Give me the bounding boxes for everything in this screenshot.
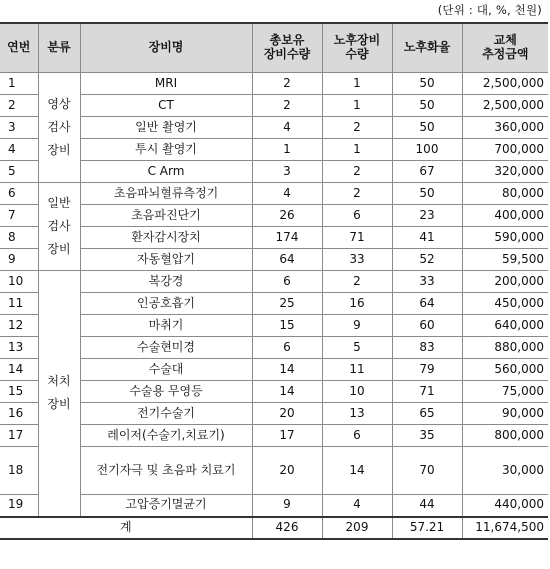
- total-total: 426: [252, 517, 322, 539]
- row-number: 8: [0, 227, 38, 249]
- total-count: 9: [252, 495, 322, 517]
- header-no: 연번: [0, 23, 38, 73]
- aged-ratio: 50: [392, 117, 462, 139]
- aged-count: 11: [322, 359, 392, 381]
- row-number: 16: [0, 403, 38, 425]
- equipment-name: 수술대: [80, 359, 252, 381]
- replacement-cost: 59,500: [462, 249, 548, 271]
- row-number: 10: [0, 271, 38, 293]
- aged-count: 2: [322, 271, 392, 293]
- equipment-name: 자동혈압기: [80, 249, 252, 271]
- aged-ratio: 50: [392, 183, 462, 205]
- total-count: 174: [252, 227, 322, 249]
- row-number: 7: [0, 205, 38, 227]
- equipment-name: 수술현미경: [80, 337, 252, 359]
- row-number: 17: [0, 425, 38, 447]
- header-row: [0, 23, 548, 73]
- table-row: [0, 425, 548, 447]
- replacement-cost: 320,000: [462, 161, 548, 183]
- aged-ratio: 60: [392, 315, 462, 337]
- table-row: [0, 139, 548, 161]
- aged-ratio: 64: [392, 293, 462, 315]
- aged-count: 2: [322, 161, 392, 183]
- category-cell: 일반 검사 장비: [38, 183, 80, 271]
- total-count: 25: [252, 293, 322, 315]
- equipment-name: 수술용 무영등: [80, 381, 252, 403]
- aged-count: 16: [322, 293, 392, 315]
- replacement-cost: 90,000: [462, 403, 548, 425]
- aged-count: 6: [322, 205, 392, 227]
- row-number: 5: [0, 161, 38, 183]
- row-number: 3: [0, 117, 38, 139]
- total-ratio: 57.21: [392, 517, 462, 539]
- aged-count: 6: [322, 425, 392, 447]
- aged-ratio: 67: [392, 161, 462, 183]
- total-count: 14: [252, 359, 322, 381]
- aged-ratio: 50: [392, 73, 462, 95]
- total-cost: 11,674,500: [462, 517, 548, 539]
- header-cost: 교체 추정금액: [462, 23, 548, 73]
- replacement-cost: 400,000: [462, 205, 548, 227]
- equipment-name: 인공호흡기: [80, 293, 252, 315]
- row-number: 1: [0, 73, 38, 95]
- header-aged: 노후장비 수량: [322, 23, 392, 73]
- total-count: 4: [252, 183, 322, 205]
- aged-ratio: 50: [392, 95, 462, 117]
- row-number: 12: [0, 315, 38, 337]
- equipment-name: 초음파진단기: [80, 205, 252, 227]
- equipment-name: 환자감시장치: [80, 227, 252, 249]
- replacement-cost: 560,000: [462, 359, 548, 381]
- replacement-cost: 800,000: [462, 425, 548, 447]
- total-count: 17: [252, 425, 322, 447]
- row-number: 18: [0, 447, 38, 495]
- header-category: 분류: [38, 23, 80, 73]
- replacement-cost: 200,000: [462, 271, 548, 293]
- table-row: [0, 403, 548, 425]
- total-count: 3: [252, 161, 322, 183]
- replacement-cost: 450,000: [462, 293, 548, 315]
- equipment-name: 고압증기멸균기: [80, 495, 252, 517]
- unit-note: (단위 : 대, %, 천원): [437, 3, 542, 17]
- total-aged: 209: [322, 517, 392, 539]
- table-row: [0, 205, 548, 227]
- aged-ratio: 33: [392, 271, 462, 293]
- equipment-name: 일반 촬영기: [80, 117, 252, 139]
- equipment-table: [0, 22, 548, 540]
- aged-count: 1: [322, 73, 392, 95]
- equipment-name: 레이저(수술기,치료기): [80, 425, 252, 447]
- replacement-cost: 640,000: [462, 315, 548, 337]
- replacement-cost: 700,000: [462, 139, 548, 161]
- total-label: 계: [0, 517, 252, 539]
- aged-ratio: 79: [392, 359, 462, 381]
- total-count: 26: [252, 205, 322, 227]
- table-row: [0, 315, 548, 337]
- equipment-name: CT: [80, 95, 252, 117]
- table-row: [0, 495, 548, 517]
- equipment-name: 전기수술기: [80, 403, 252, 425]
- equipment-name: C Arm: [80, 161, 252, 183]
- category-cell: 영상 검사 장비: [38, 73, 80, 183]
- aged-count: 2: [322, 117, 392, 139]
- category-cell: 처치 장비: [38, 271, 80, 517]
- aged-ratio: 83: [392, 337, 462, 359]
- row-number: 9: [0, 249, 38, 271]
- total-row: [0, 517, 548, 539]
- aged-count: 1: [322, 139, 392, 161]
- replacement-cost: 590,000: [462, 227, 548, 249]
- aged-ratio: 52: [392, 249, 462, 271]
- replacement-cost: 80,000: [462, 183, 548, 205]
- aged-count: 1: [322, 95, 392, 117]
- total-count: 64: [252, 249, 322, 271]
- replacement-cost: 360,000: [462, 117, 548, 139]
- table-row: [0, 117, 548, 139]
- row-number: 2: [0, 95, 38, 117]
- aged-count: 10: [322, 381, 392, 403]
- row-number: 6: [0, 183, 38, 205]
- table-row: [0, 381, 548, 403]
- equipment-name: 투시 촬영기: [80, 139, 252, 161]
- aged-count: 2: [322, 183, 392, 205]
- aged-ratio: 65: [392, 403, 462, 425]
- equipment-name: 복강경: [80, 271, 252, 293]
- row-number: 19: [0, 495, 38, 517]
- equipment-name: 초음파뇌혈류측정기: [80, 183, 252, 205]
- header-total: 총보유 장비수량: [252, 23, 322, 73]
- replacement-cost: 440,000: [462, 495, 548, 517]
- row-number: 13: [0, 337, 38, 359]
- row-number: 14: [0, 359, 38, 381]
- aged-count: 4: [322, 495, 392, 517]
- aged-count: 9: [322, 315, 392, 337]
- total-count: 2: [252, 73, 322, 95]
- aged-ratio: 41: [392, 227, 462, 249]
- aged-count: 71: [322, 227, 392, 249]
- aged-ratio: 35: [392, 425, 462, 447]
- replacement-cost: 30,000: [462, 447, 548, 495]
- header-name: 장비명: [80, 23, 252, 73]
- table-row: [0, 359, 548, 381]
- equipment-name: MRI: [80, 73, 252, 95]
- aged-ratio: 23: [392, 205, 462, 227]
- aged-count: 33: [322, 249, 392, 271]
- table-row: [0, 227, 548, 249]
- replacement-cost: 75,000: [462, 381, 548, 403]
- aged-count: 13: [322, 403, 392, 425]
- table-row: [0, 271, 548, 293]
- total-count: 1: [252, 139, 322, 161]
- row-number: 4: [0, 139, 38, 161]
- aged-ratio: 70: [392, 447, 462, 495]
- header-ratio: 노후화율: [392, 23, 462, 73]
- aged-ratio: 100: [392, 139, 462, 161]
- table-row: [0, 161, 548, 183]
- row-number: 15: [0, 381, 38, 403]
- total-count: 6: [252, 271, 322, 293]
- table-row: [0, 183, 548, 205]
- table-row: [0, 95, 548, 117]
- equipment-name: 전기자극 및 초음파 치료기: [80, 447, 252, 495]
- table-row: [0, 337, 548, 359]
- aged-ratio: 44: [392, 495, 462, 517]
- table-row: [0, 249, 548, 271]
- table-row: [0, 293, 548, 315]
- total-count: 14: [252, 381, 322, 403]
- aged-count: 5: [322, 337, 392, 359]
- replacement-cost: 2,500,000: [462, 95, 548, 117]
- total-count: 20: [252, 403, 322, 425]
- table-row: [0, 73, 548, 95]
- aged-ratio: 71: [392, 381, 462, 403]
- total-count: 6: [252, 337, 322, 359]
- replacement-cost: 880,000: [462, 337, 548, 359]
- total-count: 20: [252, 447, 322, 495]
- aged-count: 14: [322, 447, 392, 495]
- total-count: 4: [252, 117, 322, 139]
- table-row: [0, 447, 548, 495]
- equipment-name: 마취기: [80, 315, 252, 337]
- row-number: 11: [0, 293, 38, 315]
- replacement-cost: 2,500,000: [462, 73, 548, 95]
- total-count: 2: [252, 95, 322, 117]
- total-count: 15: [252, 315, 322, 337]
